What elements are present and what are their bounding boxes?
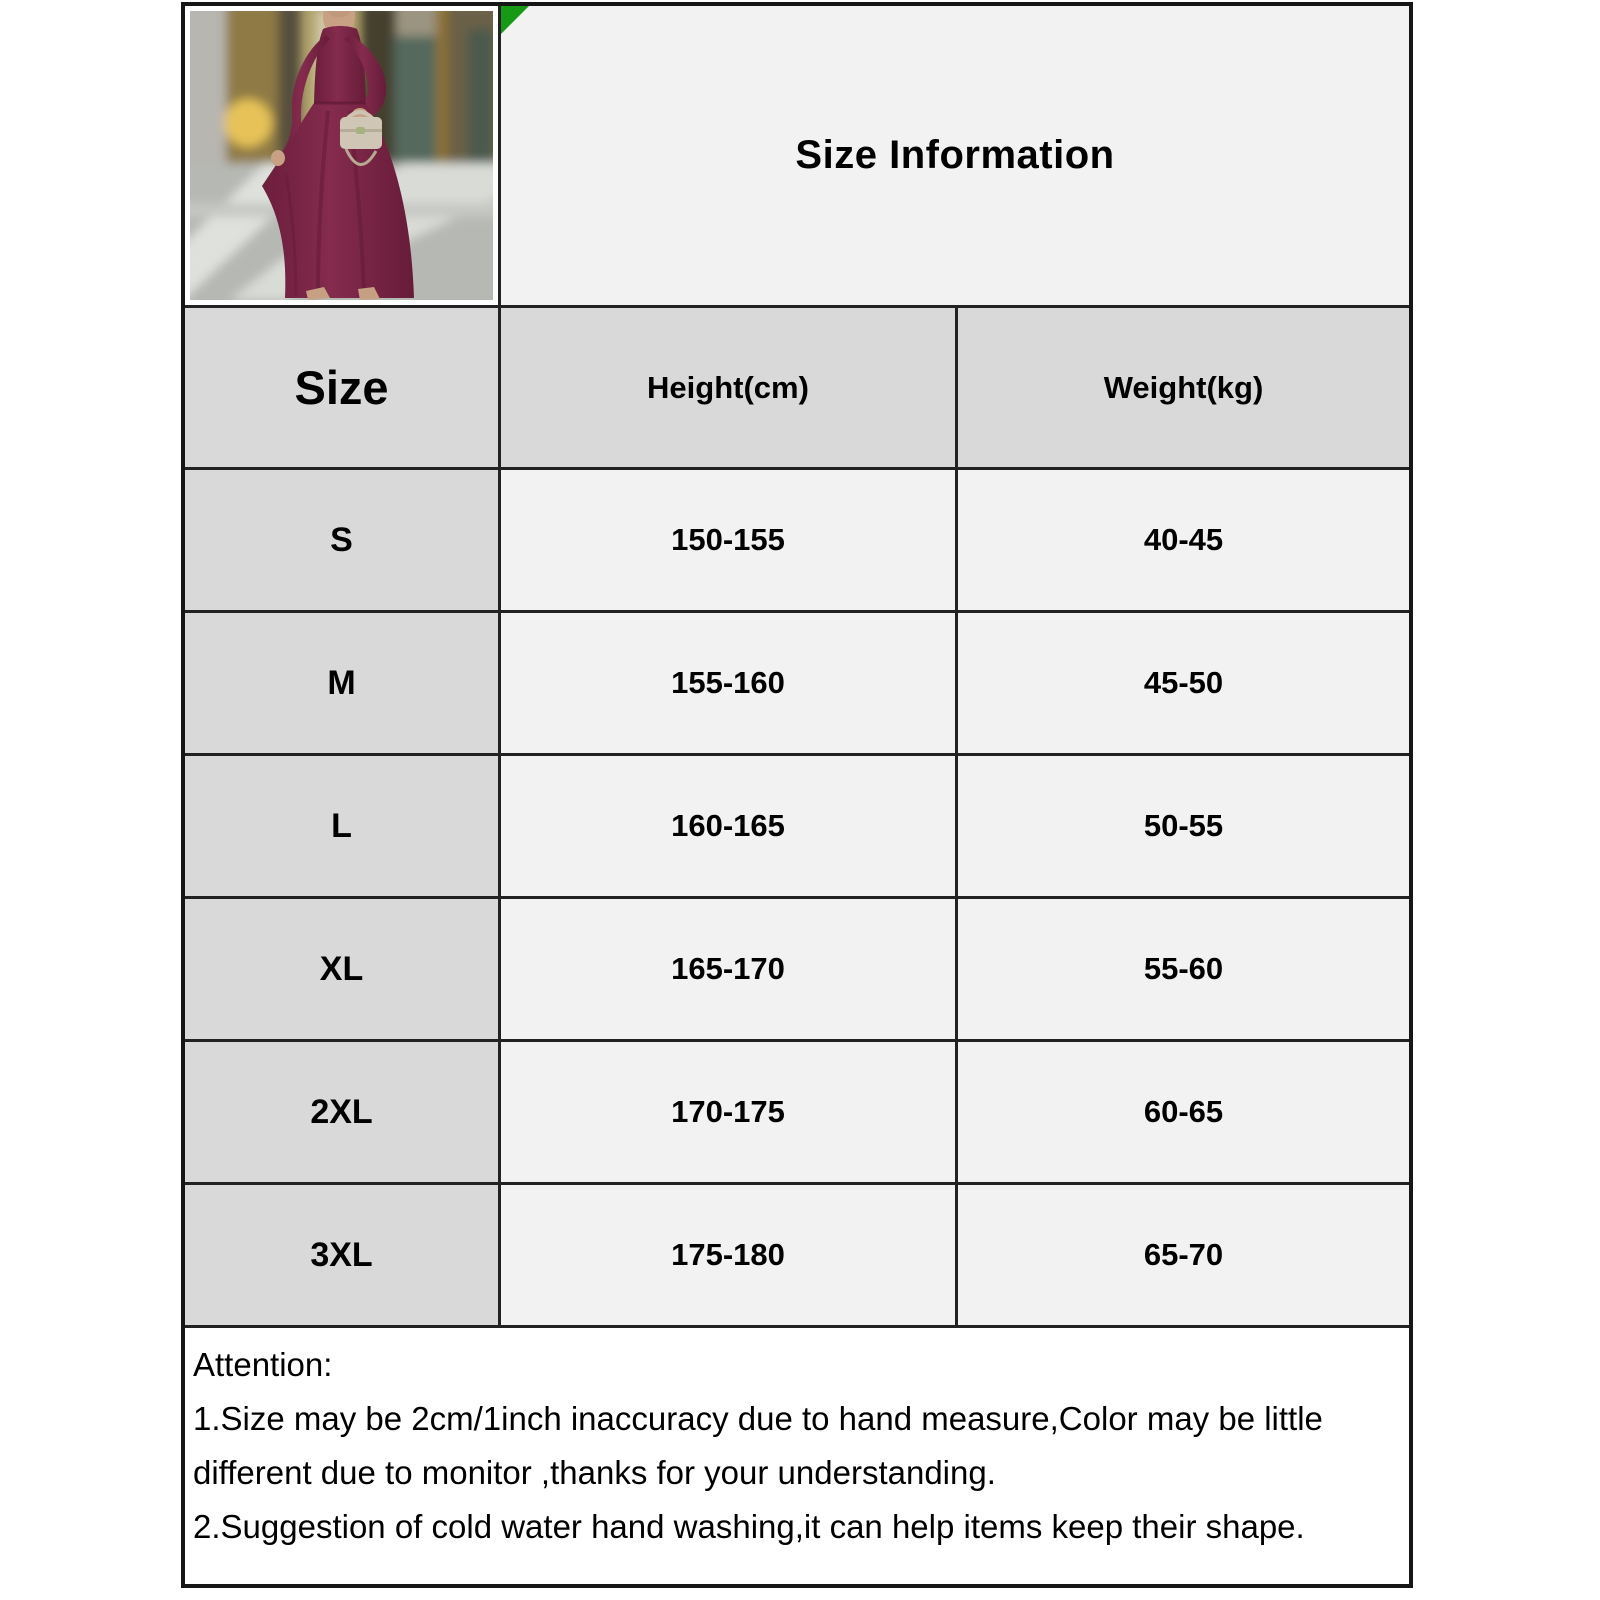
weight-value-xl: 55-60 [958,899,1409,1039]
height-value-s: 150-155 [501,470,955,610]
size-label-3xl: 3XL [185,1185,498,1325]
left-hand [271,150,285,166]
height-value-xl: 165-170 [501,899,955,1039]
size-label-m: M [185,613,498,753]
page-title: Size Information [795,133,1115,177]
size-label-2xl: 2XL [185,1042,498,1182]
weight-value-s: 40-45 [958,470,1409,610]
attention-note-2: 2.Suggestion of cold water hand washing,it can help items keep their shape. [193,1508,1305,1545]
height-value-m: 155-160 [501,613,955,753]
column-header-height: Height(cm) [501,308,955,467]
size-label-l: L [185,756,498,896]
product-photo-cell [185,6,498,305]
green-corner-marker-icon [501,6,529,34]
size-label-xl: XL [185,899,498,1039]
column-header-weight: Weight(kg) [958,308,1409,467]
size-chart-sheet [181,2,1413,1588]
attention-section [185,1328,1409,1584]
height-value-3xl: 175-180 [501,1185,955,1325]
weight-value-3xl: 65-70 [958,1185,1409,1325]
attention-note-1: 1.Size may be 2cm/1inch inaccuracy due to hand measure,Color may be little different due to monitor ,thanks for your understanding. [193,1400,1323,1491]
column-header-size: Size [185,308,498,467]
weight-value-m: 45-50 [958,613,1409,753]
title-cell [501,6,1409,305]
height-value-2xl: 170-175 [501,1042,955,1182]
weight-value-l: 50-55 [958,756,1409,896]
height-value-l: 160-165 [501,756,955,896]
size-label-s: S [185,470,498,610]
weight-value-2xl: 60-65 [958,1042,1409,1182]
attention-heading: Attention: [193,1346,333,1383]
product-photo-illustration [190,11,493,300]
